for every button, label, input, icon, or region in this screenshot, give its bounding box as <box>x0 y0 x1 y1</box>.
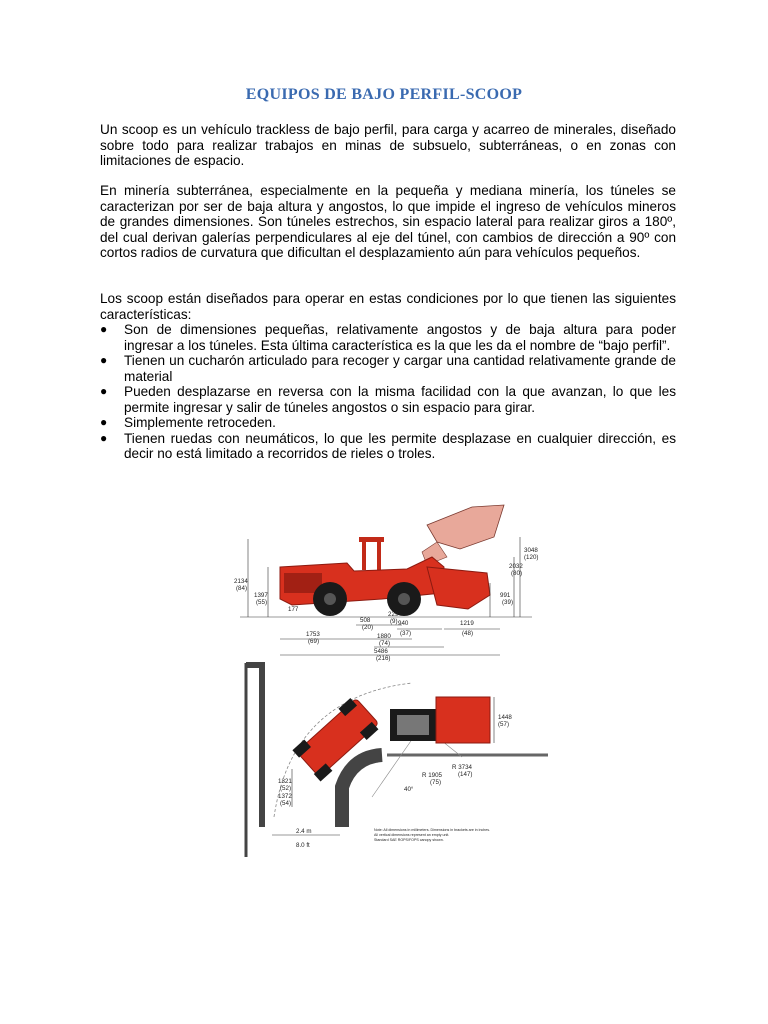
list-item-text: Tienen un cucharón articulado para recoger y cargar una cantidad relativamente grande de material <box>124 353 676 384</box>
dim-1753-in: (69) <box>308 638 320 645</box>
dim-940: 940 <box>398 620 409 627</box>
side-view-dimension-labels <box>234 547 538 662</box>
scoop-rear-unit <box>292 695 381 781</box>
top-view-diagram <box>246 663 548 857</box>
dim-991-in: (39) <box>502 599 514 606</box>
bullet-icon: ● <box>100 384 108 398</box>
dim-229-in: (9) <box>390 618 398 625</box>
dim-r3734: R 3734 <box>452 764 472 771</box>
page-title: EQUIPOS DE BAJO PERFIL-SCOOP <box>245 86 523 103</box>
dim-1753: 1753 <box>306 631 320 638</box>
articulation-detail <box>397 715 429 735</box>
dim-991: 991 <box>500 592 511 599</box>
list-item-text: Pueden desplazarse en reversa con la misma facilidad con la que avanzan, lo que les permite ingresar y salir de túneles angostos o sin espacio para girar. <box>124 384 676 415</box>
raised-bucket-outline <box>427 505 504 549</box>
front-hub <box>398 593 410 605</box>
feature-list <box>100 322 676 462</box>
dim-1219-in: (48) <box>462 630 474 637</box>
bullet-icon: ● <box>100 353 108 367</box>
bullet-icon: ● <box>100 415 108 429</box>
figure-note-3: Standard SAE ROPS/FOPS canopy shown. <box>374 838 444 842</box>
list-item <box>100 415 676 431</box>
list-item-text: Tienen ruedas con neumáticos, lo que les permite desplazase en cualquier dirección, es decir no está limitado a recorridos de rieles o troles. <box>124 430 676 461</box>
dim-2134-in: (84) <box>236 585 248 592</box>
figure-note-2: All vertical dimensions represent an empty unit. <box>374 833 450 837</box>
figure-notes <box>374 828 490 842</box>
dim-2032: 2032 <box>509 563 523 570</box>
dim-3048: 3048 <box>524 547 538 554</box>
dim-1880: 1880 <box>377 633 391 640</box>
dim-r3734-in: (147) <box>458 771 473 778</box>
canopy-post-front <box>362 540 366 570</box>
dim-1448: 1448 <box>498 714 512 721</box>
bullet-icon: ● <box>100 430 108 445</box>
dim-1321: 1321 <box>278 778 292 785</box>
dim-508: 508 <box>360 617 371 624</box>
list-item <box>100 322 676 353</box>
list-item-text: Simplemente retroceden. <box>124 415 276 430</box>
paragraph-context: En minería subterránea, especialmente en la pequeña y mediana minería, los túneles se caracterizan por ser de baja altura y angostos, lo que impide el ingreso de vehículos mineros de grandes dimensiones. Son túneles estrechos, sin espacio lateral para realizar giros a 180º, del cual derivan galerías perpendiculares al eje del túnel, con cambios de dirección a 90º con cortos radios de curvatura que dificultan el desplazamiento aún para vehículos pequeños. <box>100 183 676 260</box>
dim-r1905-in: (75) <box>430 779 442 786</box>
dim-1372: 1372 <box>278 793 292 800</box>
dim-2032-in: (80) <box>511 570 523 577</box>
dim-940-in: (37) <box>400 630 412 637</box>
paragraph-definition: Un scoop es un vehículo trackless de bajo perfil, para carga y acarreo de minerales, diseñado sobre todo para realizar trabajos en minas de subsuelo, subterráneas, o en zonas con limitaciones de espacio. <box>100 122 676 168</box>
dim-5486: 5486 <box>374 648 388 655</box>
canopy-roof <box>359 537 384 542</box>
list-item-text: Son de dimensiones pequeñas, relativamente angostos y de baja altura para poder ingresar a los túneles. Esta última característica es la que les da el nombre de “bajo perfil”. <box>124 322 676 353</box>
rear-hub <box>324 593 336 605</box>
dim-1880-in: (74) <box>379 640 391 647</box>
figure-note-1: Note: All dimensions in millimeters. Dimensions in brackets are in inches. <box>374 828 491 832</box>
side-view-diagram <box>234 505 538 662</box>
dim-r1905: R 1905 <box>422 772 442 779</box>
dim-1448-in: (57) <box>498 721 510 728</box>
bullet-icon: ● <box>100 322 108 336</box>
dim-3048-in: (120) <box>524 554 539 561</box>
paragraph-intro-features: Los scoop están diseñados para operar en estas condiciones por lo que tienen las siguientes características: <box>100 291 676 322</box>
scoop-front-bucket <box>436 697 490 743</box>
dim-1397-in: (55) <box>256 599 268 606</box>
dim-177: 177 <box>288 606 299 613</box>
dim-2134: 2134 <box>234 578 248 585</box>
dim-1321-in: (52) <box>280 785 292 792</box>
dim-1219: 1219 <box>460 620 474 627</box>
dim-5486-in: (216) <box>376 655 391 662</box>
dim-1372-in: (54) <box>280 800 292 807</box>
list-item <box>100 431 676 462</box>
list-item <box>100 353 676 384</box>
scoop-dimension-figure <box>232 497 548 857</box>
dim-1397: 1397 <box>254 592 268 599</box>
lowered-bucket <box>427 567 490 609</box>
canopy-post-rear <box>377 540 381 570</box>
dim-tunnel-ft: 8.0 ft <box>296 842 310 849</box>
dim-508-in: (20) <box>362 624 374 631</box>
list-item <box>100 384 676 415</box>
dim-tunnel-m: 2.4 m <box>296 828 312 835</box>
dim-229: 229 <box>388 611 399 618</box>
tunnel-outer-wall <box>246 665 262 827</box>
dim-angle: 40° <box>404 786 414 793</box>
